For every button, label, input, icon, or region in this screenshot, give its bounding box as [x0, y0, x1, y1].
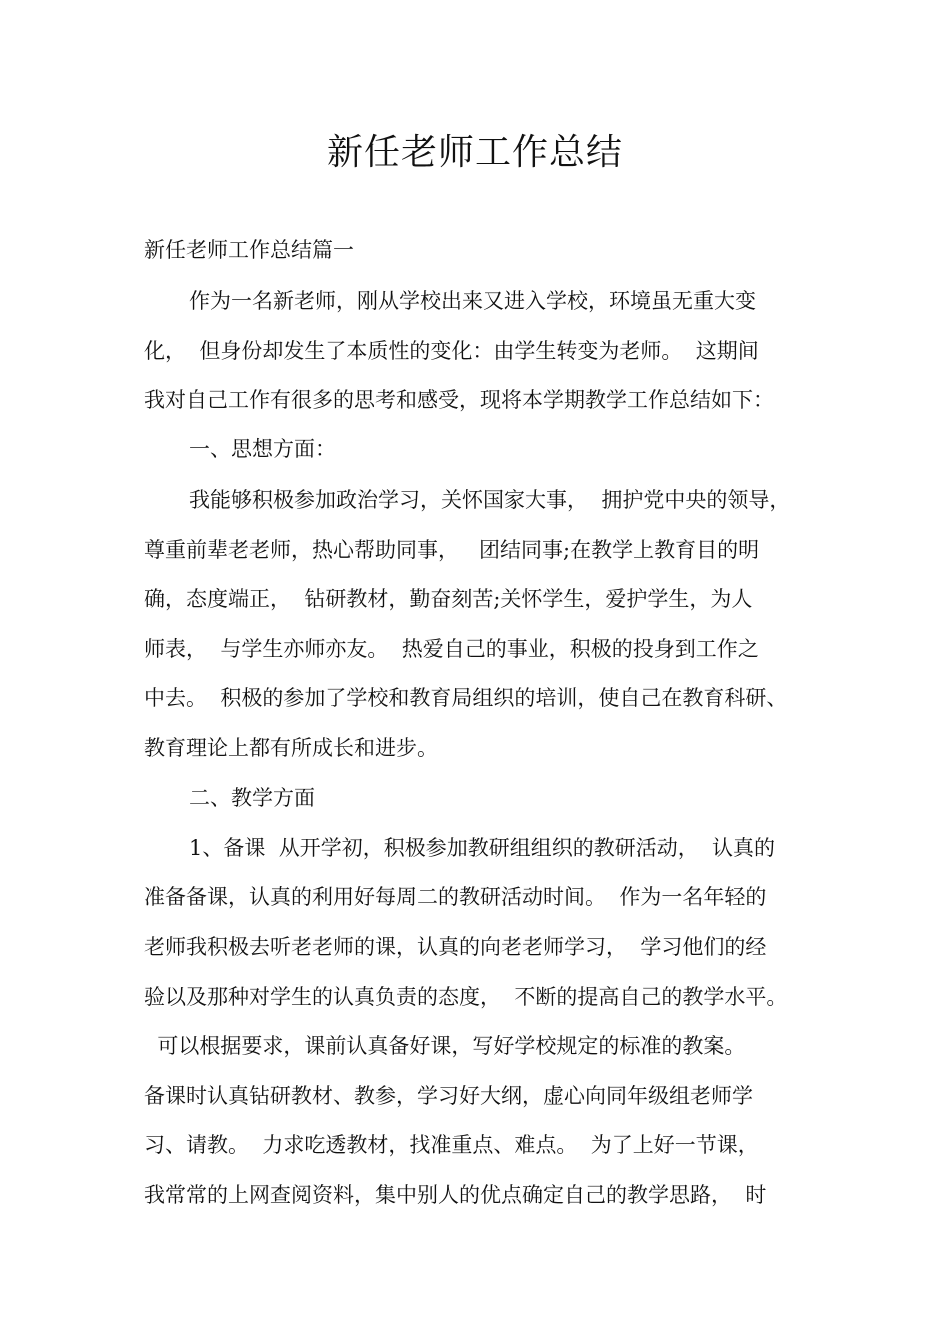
paragraph-line: 尊重前辈老老师，热心帮助同事， 团结同事;在教学上教育目的明 [144, 538, 760, 562]
paragraph-line: 准备备课，认真的利用好每周二的教研活动时间。 作为一名年轻的 [144, 885, 767, 909]
paragraph-line: 师表， 与学生亦师亦友。 热爱自己的事业，积极的投身到工作之 [144, 637, 759, 661]
paragraph-line: 习、请教。 力求吃透教材，找准重点、难点。 为了上好一节课， [144, 1133, 759, 1157]
section-heading: 新任老师工作总结篇一 [144, 238, 354, 262]
paragraph-line: 我能够积极参加政治学习，关怀国家大事， 拥护党中央的领导， [189, 488, 791, 512]
paragraph-line: 作为一名新老师，刚从学校出来又进入学校，环境虽无重大变 [189, 289, 756, 313]
paragraph-line: 备课时认真钻研教材、教参，学习好大纲，虚心向同年级组老师学 [144, 1084, 753, 1108]
paragraph-line: 我常常的上网查阅资料，集中别人的优点确定自己的教学思路， 时 [144, 1183, 767, 1207]
paragraph-line: 1、备课 从开学初，积极参加教研组组织的教研活动， 认真的 [189, 836, 776, 860]
paragraph-line: 老师我积极去听老老师的课，认真的向老老师学习， 学习他们的经 [144, 935, 767, 959]
paragraph-line: 化， 但身份却发生了本质性的变化：由学生转变为老师。 这期间 [144, 339, 759, 363]
subsection-heading: 二、教学方面 [189, 786, 315, 810]
subsection-heading: 一、思想方面： [189, 437, 336, 461]
paragraph-line: 验以及那种对学生的认真负责的态度， 不断的提高自己的教学水平。 [144, 985, 788, 1009]
document-title: 新任老师工作总结 [326, 132, 623, 173]
paragraph-line: 我对自己工作有很多的思考和感受，现将本学期教学工作总结如下： [144, 388, 774, 412]
paragraph-line: 中去。 积极的参加了学校和教育局组织的培训，使自己在教育科研、 [144, 686, 788, 710]
paragraph-line: 可以根据要求，课前认真备好课，写好学校规定的标准的教案。 [144, 1034, 746, 1058]
paragraph-line: 教育理论上都有所成长和进步。 [144, 736, 438, 760]
paragraph-line: 确，态度端正， 钻研教材，勤奋刻苦;关怀学生，爱护学生，为人 [144, 587, 753, 611]
